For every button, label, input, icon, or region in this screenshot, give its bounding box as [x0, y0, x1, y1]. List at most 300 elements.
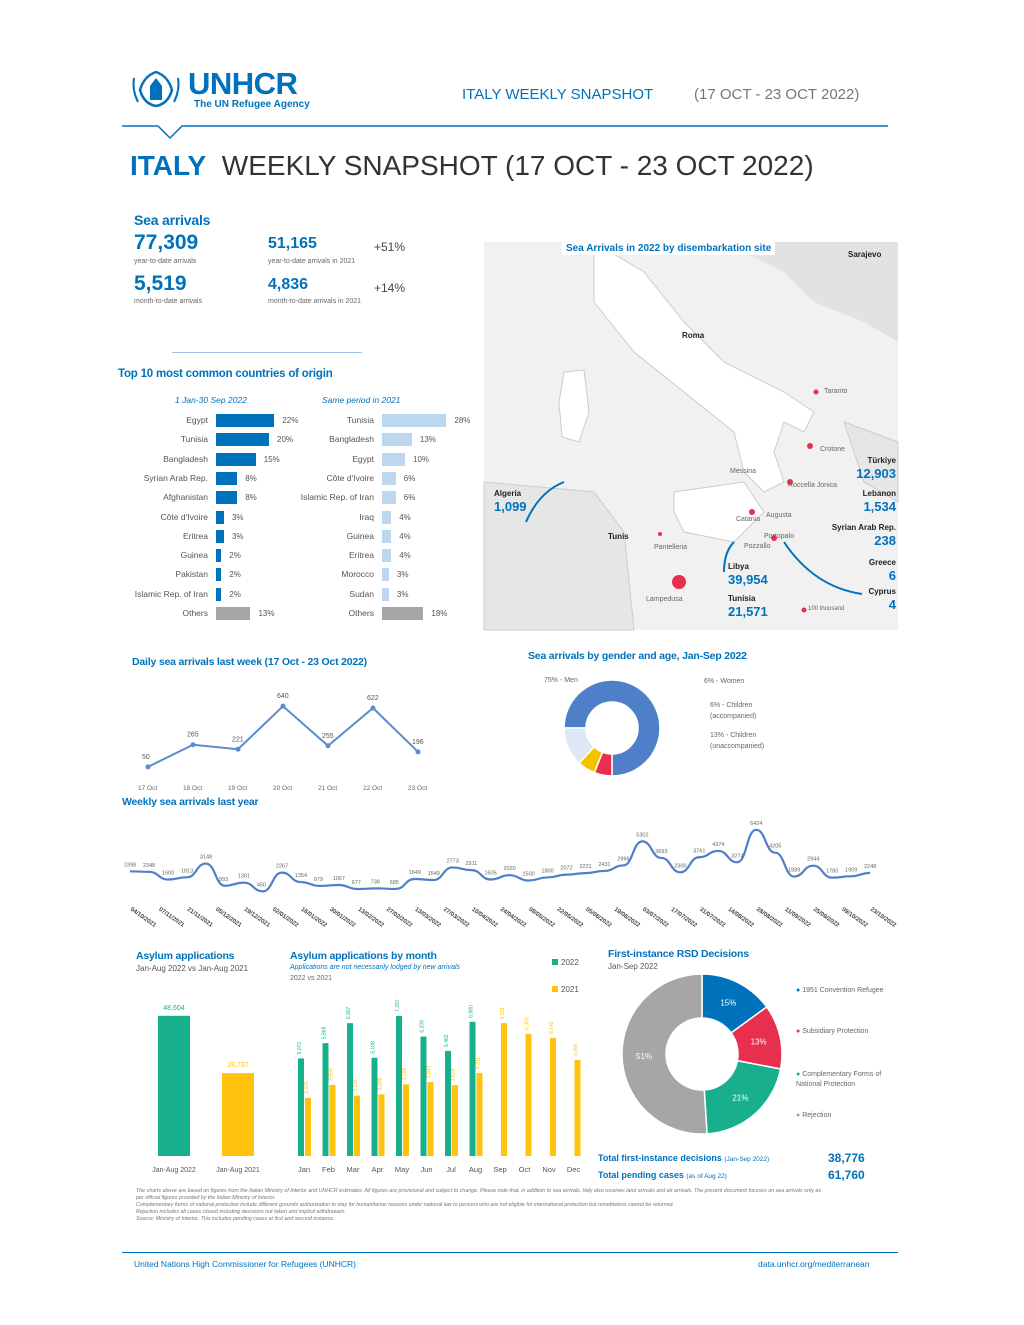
flow-cyprus-name: Cyprus: [868, 587, 896, 596]
top10-pct: 13%: [258, 609, 275, 618]
donut-slice-label: 15%: [720, 998, 737, 1008]
weekly-value-label: 6424: [750, 820, 763, 827]
month-tick-label: Feb: [322, 1165, 335, 1174]
top10-bar: [382, 433, 412, 446]
header-dates: (17 OCT - 23 OCT 2022): [694, 86, 860, 103]
month-tick-label: Apr: [371, 1165, 384, 1174]
top10-label: Egypt: [352, 453, 374, 464]
weekly-tick-label: 09/10/2022: [840, 906, 869, 929]
footnotes: [136, 1188, 826, 1223]
month-tick-label: Mar: [346, 1165, 360, 1174]
footnote-4: Source: Ministry of Interior. This includes pending cases at first and second instance.: [136, 1216, 335, 1222]
map-pantelleria: Pantelleria: [654, 544, 688, 551]
weekly-tick-label: 27/03/2022: [441, 906, 470, 929]
weekly-value-label: 2267: [275, 863, 289, 870]
weekly-value-label: 1909: [845, 867, 858, 874]
flow-greece-value: 6: [888, 568, 896, 583]
top10-bar: [216, 491, 237, 504]
rsd-total-value: 38,776: [828, 1151, 865, 1165]
top10-pct: 4%: [399, 512, 411, 522]
top10-label: Côte d'Ivoire: [326, 472, 374, 483]
asylum-month-sub2: 2022 vs 2021: [290, 975, 333, 982]
top10-title: Top 10 most common countries of origin: [118, 368, 333, 380]
weekly-tick-label: 19/06/2022: [612, 906, 641, 929]
weekly-tick-label: 13/02/2022: [356, 906, 385, 929]
weekly-tick-label: 08/05/2022: [527, 906, 556, 929]
top10-bar: [216, 433, 269, 446]
daily-point: [191, 742, 196, 747]
weekly-value-label: 1600: [161, 870, 175, 877]
weekly-tick-label: 27/02/2022: [385, 906, 414, 929]
weekly-value-label: 1800: [541, 868, 554, 875]
ytd-change: +51%: [374, 240, 406, 254]
weekly-value-label: 3693: [655, 848, 668, 855]
weekly-value-label: 1605: [484, 870, 497, 877]
weekly-tick-label: 21/11/2021: [185, 906, 214, 929]
top10-label: Guinea: [180, 550, 208, 561]
top10-bar: [382, 414, 446, 427]
month-tick-label: Dec: [566, 1165, 581, 1174]
month-bar: [550, 1038, 556, 1156]
top10-bar: [216, 607, 250, 620]
mtd-value: 5,519: [134, 272, 187, 295]
page-title: [130, 150, 814, 182]
daily-tick-label: 23 Oct: [408, 785, 428, 792]
flow-algeria-name: Algeria: [494, 489, 522, 498]
month-bar-value: 6,980: [468, 1005, 475, 1018]
top10-label: Others: [348, 608, 374, 618]
mtd21-value: 4,836: [268, 276, 309, 293]
top10-label: Iraq: [359, 511, 374, 522]
weekly-value-label: 1301: [237, 873, 251, 880]
map-crotone: Crotone: [820, 446, 845, 453]
month-bar-value: 7,287: [395, 999, 401, 1012]
month-bar-value: 5,868: [321, 1026, 328, 1040]
map-lampedusa: Lampedusa: [646, 596, 683, 603]
top10-left-subtitle: 1 Jan-30 Sep 2022: [175, 395, 247, 405]
rsd-total-label: [598, 1153, 769, 1163]
weekly-value-label: 2020: [503, 866, 516, 873]
top10-label: Others: [182, 608, 208, 618]
weekly-tick-label: 17/07/2022: [669, 906, 698, 929]
top10-bar: [382, 607, 423, 620]
month-bar-value: 3,728: [402, 1067, 408, 1081]
flow-cyprus-value: 4: [888, 597, 896, 612]
daily-value-label: 255: [322, 732, 334, 740]
month-bar-value: 6,911: [500, 1006, 506, 1020]
weekly-value-label: 4205: [769, 843, 782, 850]
asylum-title: Asylum applications: [136, 950, 235, 962]
month-bar: [354, 1096, 360, 1156]
map-roma: Roma: [682, 331, 705, 340]
daily-point: [236, 747, 241, 752]
logo-tagline: The UN Refugee Agency: [194, 99, 310, 110]
mtd-label: month-to-date arrivals: [134, 298, 203, 305]
gender-donut-chart: [560, 674, 680, 784]
month-bar: [396, 1016, 402, 1156]
weekly-value-label: 1813: [180, 868, 194, 875]
weekly-tick-label: 05/12/2021: [214, 906, 243, 929]
top10-label: Bangladesh: [163, 453, 208, 464]
rsd-legend-2-label: Subsidiary Protection: [802, 1028, 869, 1035]
flow-greece-name: Greece: [868, 558, 896, 567]
month-bar: [372, 1058, 378, 1156]
top10-label: Tunisia: [346, 415, 374, 425]
top10-pct: 8%: [245, 473, 257, 483]
footnote-3: Rejection includes all cases closed including decisions not taken and implicit withdrawals.: [136, 1209, 346, 1215]
top10-label: Morocco: [341, 569, 374, 580]
rsd-pending-label: [598, 1170, 727, 1180]
top10-pct: 3%: [396, 589, 409, 599]
unhcr-emblem-icon: [130, 66, 182, 110]
rsd-legend-3-label: Complementary Forms of National Protection: [796, 1071, 882, 1088]
weekly-value-label: 450: [256, 882, 267, 889]
weekly-value-label: 2221: [579, 864, 592, 871]
weekly-tick-label: 24/04/2022: [498, 906, 527, 929]
map-roccella: Roccella Jonica: [788, 482, 838, 489]
weekly-tick-label: 13/03/2022: [413, 906, 442, 929]
top10-pct: 15%: [263, 454, 280, 464]
month-tick-label: Aug: [468, 1165, 483, 1174]
month-tick-label: Oct: [518, 1165, 531, 1174]
legend-2022: [552, 958, 579, 967]
rsd-legend-4-label: Rejection: [802, 1112, 832, 1119]
daily-value-label: 265: [187, 731, 199, 739]
title-country: ITALY: [130, 150, 207, 181]
top10-label: Syrian Arab Rep.: [143, 472, 208, 483]
weekly-value-label: 2511: [465, 861, 478, 868]
asylum-bar-value: 28,737: [227, 1062, 249, 1070]
top10-pct: 18%: [431, 609, 448, 618]
donut-slice-label: 21%: [732, 1093, 749, 1103]
map-messina: Messina: [730, 468, 757, 475]
top10-bar: [216, 549, 221, 562]
gender-title: Sea arrivals by gender and age, Jan-Sep 2022: [528, 650, 747, 662]
month-bar-value: 6,209: [419, 1020, 426, 1033]
top10-label: Pakistan: [175, 569, 208, 580]
weekly-value-label: 2348: [142, 862, 156, 869]
month-tick-label: Jan: [297, 1165, 311, 1174]
title-rest: WEEKLY SNAPSHOT (17 OCT - 23 OCT 2022): [221, 150, 814, 181]
asylum-subtitle: Jan-Aug 2022 vs Jan-Aug 2021: [136, 964, 249, 973]
weekly-value-label: 1649: [408, 870, 421, 877]
daily-tick-label: 20 Oct: [273, 785, 293, 792]
weekly-value-label: 2773: [446, 858, 459, 865]
gender-children-acc-label: 6% - Children (accompanied): [710, 702, 757, 720]
top10-label: Islamic Rep. of Iran: [134, 588, 208, 599]
flow-libya-name: Libya: [728, 562, 749, 571]
rsd-pending-value: 61,760: [828, 1168, 865, 1182]
rsd-pending-label-text: Total pending cases: [598, 1170, 684, 1180]
month-bar: [421, 1037, 427, 1156]
month-bar-value: 5,462: [444, 1034, 450, 1047]
top10-pct: 6%: [403, 493, 416, 503]
flow-algeria-value: 1,099: [494, 499, 527, 514]
daily-point: [371, 706, 376, 711]
top10-bar: [382, 549, 391, 562]
month-bar-value: 3,698: [328, 1068, 335, 1081]
ytd21-value: 51,165: [268, 235, 317, 252]
rsd-legend-4: ● Rejection: [796, 1112, 832, 1119]
month-bar-value: 3,843: [426, 1065, 433, 1079]
month-bar: [477, 1073, 483, 1156]
header-snapshot: ITALY WEEKLY SNAPSHOT: [462, 86, 654, 103]
month-bar: [379, 1094, 385, 1156]
weekly-value-label: 2072: [560, 865, 573, 872]
logo-wordmark: UNHCR: [188, 66, 298, 101]
weekly-tick-label: 04/10/2021: [128, 906, 157, 929]
weekly-line-chart: [124, 800, 897, 950]
map-augusta: Augusta: [766, 512, 792, 519]
top10-label: Eritrea: [182, 530, 208, 541]
month-bar: [470, 1022, 476, 1156]
month-tick-label: May: [394, 1165, 410, 1174]
footer-link[interactable]: data.unhcr.org/mediterranean: [758, 1259, 870, 1269]
map-taranto: Taranto: [824, 388, 848, 395]
top10-pct: 2%: [229, 570, 241, 580]
daily-tick-label: 22 Oct: [363, 785, 383, 792]
top10-pct: 13%: [419, 435, 436, 445]
top10-bar: [216, 453, 256, 466]
weekly-value-label: 685: [389, 879, 399, 886]
flow-syria-value: 238: [874, 533, 896, 548]
map-pozzallo: Pozzallo: [744, 543, 771, 550]
top10-label: Côte d'Ivoire: [160, 511, 208, 522]
asylum-category-label: Jan-Aug 2021: [216, 1167, 260, 1174]
weekly-tick-label: 28/08/2022: [755, 906, 784, 929]
weekly-tick-label: 10/04/2022: [470, 906, 499, 929]
map-tunis: Tunis: [608, 532, 629, 541]
daily-tick-label: 18 Oct: [183, 785, 203, 792]
daily-tick-label: 17 Oct: [138, 785, 158, 792]
mtd-change: +14%: [374, 281, 406, 295]
asylum-month-bar-chart: [292, 990, 588, 1180]
top10-label: Eritrea: [348, 550, 374, 561]
flow-tunisia-name: Tunisia: [728, 594, 756, 603]
weekly-title: Weekly sea arrivals last year: [122, 796, 259, 808]
weekly-tick-label: 02/01/2022: [271, 906, 300, 929]
top10-bar: [382, 472, 396, 485]
weekly-value-label: 2966: [617, 856, 630, 863]
rsd-pending-date: (as of Aug 22): [686, 1173, 727, 1180]
arrivals-map: [484, 242, 898, 630]
month-bar: [330, 1085, 336, 1156]
donut-slice: [622, 974, 707, 1134]
month-bar-value: 6,907: [346, 1006, 352, 1020]
flow-lebanon-value: 1,534: [863, 499, 896, 514]
weekly-tick-label: 31/07/2022: [698, 906, 727, 929]
top10-bar: [382, 511, 391, 524]
rsd-legend-2: ● Subsidiary Protection: [796, 1028, 869, 1035]
month-tick-label: Sep: [493, 1165, 507, 1174]
weekly-value-label: 3761: [693, 848, 706, 855]
ytd-label: year-to-date arrivals: [134, 258, 197, 265]
weekly-value-label: 1500: [522, 871, 535, 878]
weekly-tick-label: 14/08/2022: [726, 906, 755, 929]
top10-bar: [216, 568, 221, 581]
top10-bar: [382, 453, 405, 466]
map-land-shapes: [484, 242, 898, 630]
top10-bar: [216, 472, 237, 485]
weekly-value-label: 2431: [598, 861, 611, 868]
top10-pct: 4%: [399, 551, 411, 561]
weekly-tick-label: 22/05/2022: [555, 906, 584, 929]
map-legend: 100 thousand: [808, 606, 845, 612]
top10-pct: 20%: [277, 435, 294, 445]
top10-pct: 8%: [245, 493, 257, 503]
month-bar-value: 3,208: [377, 1077, 384, 1091]
flow-libya-value: 39,954: [728, 572, 768, 587]
daily-point: [416, 749, 421, 754]
weekly-value-label: 2248: [864, 863, 877, 870]
month-bar-value: 5,072: [297, 1041, 303, 1055]
weekly-value-label: 993: [218, 876, 229, 883]
month-bar-value: 5,108: [370, 1041, 377, 1054]
month-bar: [323, 1043, 329, 1156]
month-bar: [305, 1098, 311, 1156]
asylum-bar: [158, 1016, 190, 1156]
weekly-tick-label: 30/01/2022: [328, 906, 357, 929]
rsd-legend-3: ● Complementary Forms of National Protection: [796, 1071, 882, 1088]
weekly-value-label: 738: [370, 879, 380, 886]
footnote-1: The charts above are based on figures from the Italian Ministry of Interior and UNHCR estimates. All figures are provisional and subject to change. Please note that, in addition to sea arrivals, Italy also receives land arrivals and air arrivals. The present document focuses on sea arrivals only as per official figures provided by the Italian Ministry of Interior.: [136, 1188, 821, 1201]
top10-bar: [382, 588, 389, 601]
rsd-title: First-instance RSD Decisions: [608, 948, 749, 960]
map-sarajevo: Sarajevo: [848, 250, 882, 259]
month-bar-value: 3,678: [451, 1068, 457, 1082]
kpi-divider: [172, 352, 362, 353]
top10-pct: 4%: [399, 531, 411, 541]
weekly-value-label: 3148: [199, 854, 213, 861]
month-bar-value: 4,996: [573, 1043, 580, 1056]
weekly-tick-label: 05/06/2022: [584, 906, 613, 929]
weekly-series-line: [130, 830, 870, 892]
top10-label: Bangladesh: [329, 434, 374, 445]
top10-pct: 22%: [282, 416, 299, 425]
flow-tunisia-value: 21,571: [728, 604, 768, 619]
daily-tick-label: 19 Oct: [228, 785, 248, 792]
rsd-donut-chart: [616, 972, 788, 1136]
donut-slice-label: 51%: [636, 1051, 653, 1061]
map-portopalo: Portopalo: [764, 533, 794, 540]
ytd21-label: year-to-date arrivals in 2021: [268, 258, 356, 265]
weekly-value-label: 1549: [427, 871, 440, 878]
weekly-value-label: 1780: [826, 868, 839, 875]
rsd-total-date: (Jan-Sep 2022): [724, 1156, 770, 1163]
rsd-legend-1: ● 1951 Convention Refugee: [796, 987, 884, 994]
top10-right-subtitle: Same period in 2021: [322, 395, 401, 405]
flow-turkiye-name: Türkiye: [867, 456, 896, 465]
weekly-value-label: 677: [351, 880, 361, 887]
top10-bar: [216, 414, 274, 427]
weekly-value-label: 2398: [124, 862, 137, 869]
asylum-month-title: Asylum applications by month: [290, 950, 437, 962]
month-bar: [526, 1034, 532, 1156]
top10-pct: 2%: [229, 589, 241, 599]
top10-label: Guinea: [346, 530, 374, 541]
month-bar-value: 3,134: [353, 1079, 359, 1092]
footer-left: United Nations High Commissioner for Refugees (UNHCR): [134, 1259, 357, 1269]
donut-slice-label: 13%: [750, 1037, 767, 1047]
month-bar: [445, 1051, 451, 1156]
header-rule: [122, 120, 892, 142]
footnote-2: Complementary forms of national protection include different grounds authorization to stay for humanitarian reasons under national law to persons who are not eligible for international protection but nonetheless cannot be returned.: [136, 1202, 674, 1208]
weekly-tick-label: 19/12/2021: [242, 906, 271, 929]
asylum-month-sub1: Applications are not necessarily lodged by new arrivals: [290, 964, 461, 971]
month-bar-value: 6,353: [524, 1017, 531, 1030]
gender-men-label: 75% - Men: [544, 677, 578, 684]
asylum-bar-chart: [136, 990, 286, 1180]
top10-label: Tunisia: [180, 434, 208, 445]
month-bar: [428, 1082, 434, 1156]
top10-label: Sudan: [349, 588, 374, 599]
daily-value-label: 196: [412, 738, 424, 746]
month-bar: [403, 1084, 409, 1156]
gender-children-unacc-label: 13% - Children (unaccompanied): [710, 732, 765, 750]
legend-2022-label: 2022: [561, 958, 579, 967]
asylum-bar-value: 48,604: [163, 1004, 185, 1012]
ytd-value: 77,309: [134, 231, 199, 254]
top10-bar: [216, 530, 224, 543]
top10-label: Egypt: [186, 415, 208, 425]
weekly-value-label: 3274: [731, 853, 744, 860]
legend-2022-swatch: [552, 959, 558, 965]
top10-bar: [382, 530, 391, 543]
weekly-value-label: 1889: [788, 867, 801, 874]
month-bar: [298, 1058, 304, 1156]
daily-value-label: 221: [232, 736, 244, 744]
daily-point: [326, 743, 331, 748]
flow-turkiye-value: 12,903: [856, 466, 896, 481]
daily-value-label: 640: [277, 693, 289, 701]
month-tick-label: Jun: [420, 1165, 433, 1174]
gender-women-label: 6% - Women: [704, 678, 745, 685]
weekly-value-label: 1067: [332, 876, 345, 883]
top10-bar: [382, 491, 396, 504]
month-tick-label: Nov: [542, 1165, 556, 1174]
weekly-tick-label: 23/10/2022: [868, 906, 897, 929]
footer-rule: [122, 1252, 898, 1253]
legend-2021-label: 2021: [561, 985, 579, 994]
weekly-tick-label: 25/09/2022: [811, 906, 840, 929]
weekly-value-label: 2944: [807, 856, 820, 863]
weekly-value-label: 2300: [674, 863, 687, 870]
weekly-value-label: 1354: [294, 873, 308, 880]
top10-pct: 2%: [229, 551, 241, 561]
rsd-total-label-text: Total first-instance decisions: [598, 1153, 722, 1163]
top10-label: Afghanistan: [163, 492, 208, 503]
daily-title: Daily sea arrivals last week (17 Oct - 23 Oct 2022): [132, 656, 367, 668]
rsd-subtitle: Jan-Sep 2022: [608, 962, 658, 971]
top10-bar: [216, 511, 224, 524]
weekly-tick-label: 11/09/2022: [783, 906, 812, 929]
flow-syria-name: Syrian Arab Rep.: [831, 523, 896, 532]
rsd-legend-1-label: 1951 Convention Refugee: [802, 987, 884, 994]
weekly-tick-label: 07/11/2021: [157, 906, 186, 929]
top10-pct: 3%: [396, 570, 409, 580]
month-bar-value: 6,142: [549, 1021, 555, 1034]
month-bar-value: 3,025: [304, 1081, 310, 1094]
top10-label: Islamic Rep. of Iran: [300, 492, 374, 503]
top10-pct: 3%: [231, 531, 244, 541]
top10-bar: [216, 588, 221, 601]
top10-bar: [382, 568, 389, 581]
top10-pct: 3%: [231, 512, 244, 522]
map-catania: Catania: [736, 516, 761, 523]
flow-lebanon-name: Lebanon: [862, 489, 896, 498]
daily-tick-label: 21 Oct: [318, 785, 338, 792]
month-bar: [501, 1023, 507, 1156]
